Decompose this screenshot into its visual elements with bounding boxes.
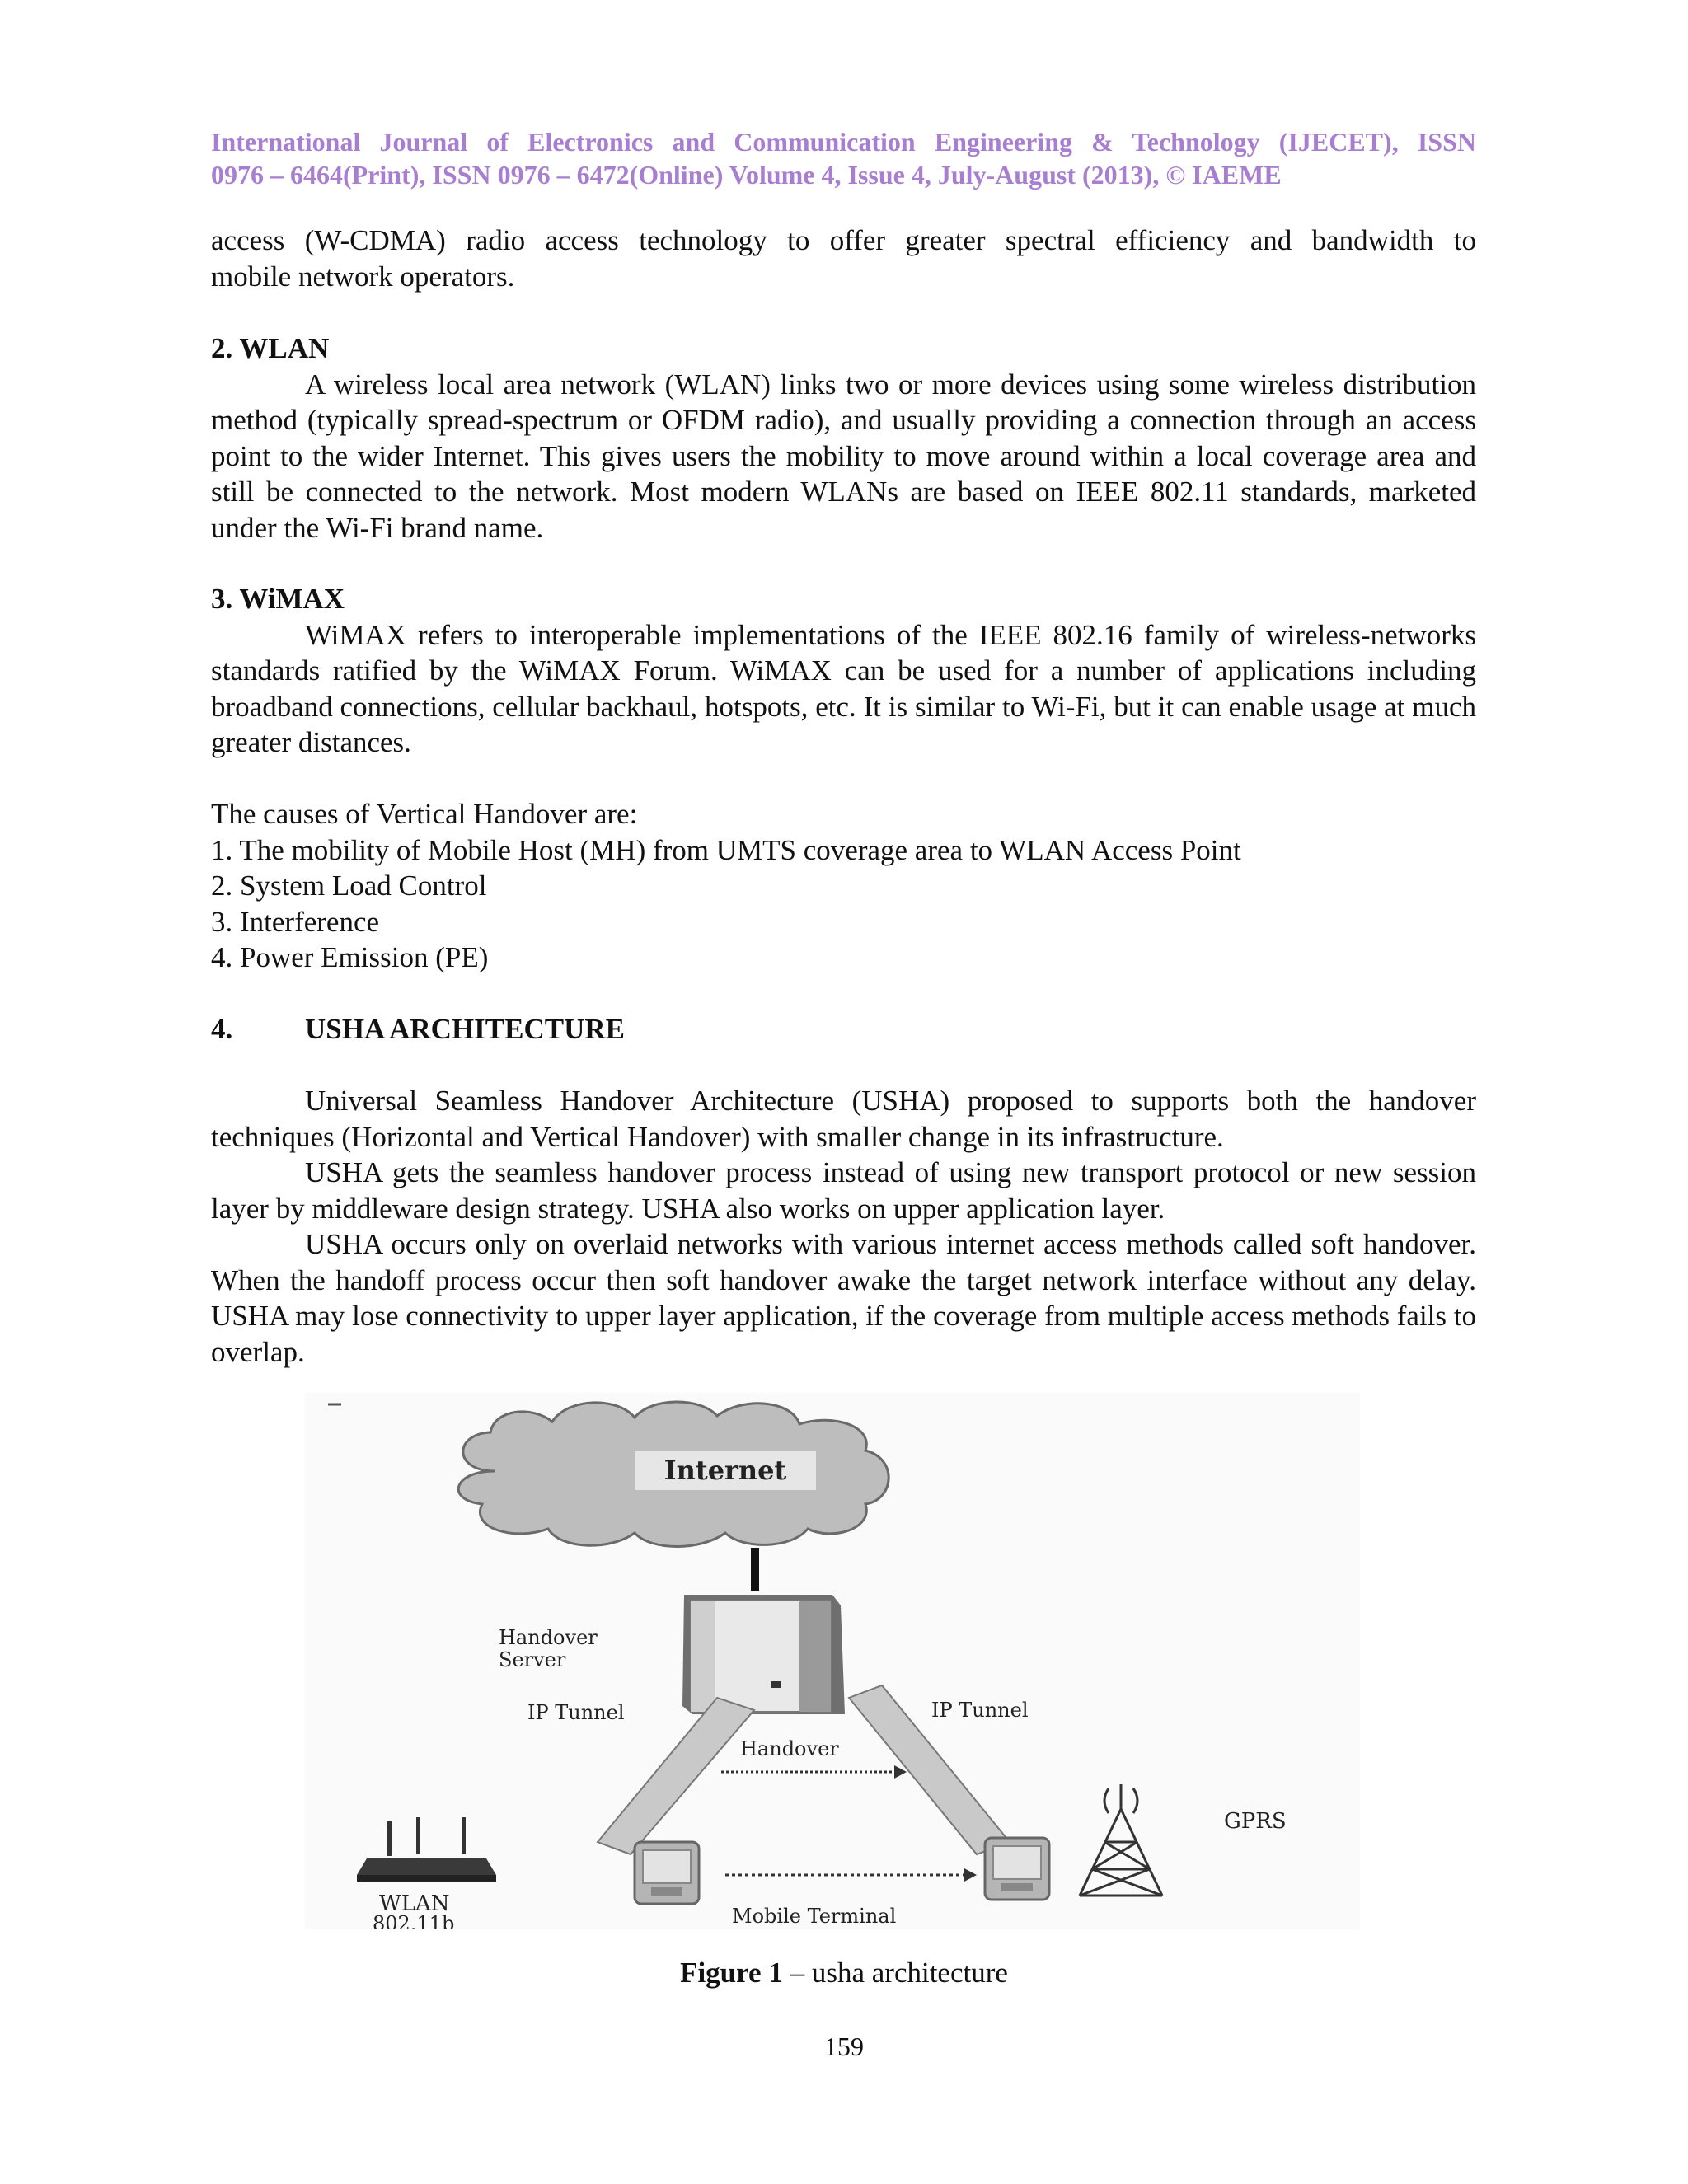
causes-intro: The causes of Vertical Handover are: xyxy=(211,798,638,830)
section-wlan xyxy=(211,330,1476,546)
figure-caption-number: Figure 1 xyxy=(680,1957,783,1989)
mobile-terminal-label: Mobile Terminal xyxy=(732,1905,897,1928)
cause-item-4: 4. Power Emission (PE) xyxy=(211,941,489,973)
gprs-label: GPRS xyxy=(1224,1809,1287,1834)
figure-caption xyxy=(0,1955,1688,1991)
section-usha xyxy=(211,1011,1476,1047)
wlan-router-icon xyxy=(357,1817,496,1882)
mobile-terminal-right-icon xyxy=(985,1838,1049,1900)
intro-text xyxy=(211,223,1476,294)
gprs-tower-icon xyxy=(1080,1784,1162,1896)
wlan-label-line-1: WLAN xyxy=(379,1891,450,1916)
ip-tunnel-right-label: IP Tunnel xyxy=(931,1699,1029,1722)
intro-line-2: mobile network operators. xyxy=(211,260,515,293)
usha-paragraph-1: Universal Seamless Handover Architecture (USHA) proposed to supports both the handover techniques (Horizontal and Vertical Handover) with smaller change in its infrastructure. xyxy=(211,1085,1476,1153)
internet-label: Internet xyxy=(663,1455,787,1486)
mobile-terminal-left-icon xyxy=(635,1842,699,1904)
wimax-paragraph: WiMAX refers to interoperable implementations of the IEEE 802.16 family of wireless-networks standards ratified by the WiMAX Forum. WiMAX can be used for a number of applications including broadband connections, cellular backhaul, hotspots, etc. It is similar to Wi-Fi, but it can enable usage at much greater distances. xyxy=(211,618,1476,758)
page-number: 159 xyxy=(824,2032,864,2061)
header-line-1: International Journal of Electronics and Communication Engineering & Technology (IJECET), ISSN xyxy=(211,127,1476,157)
architecture-diagram xyxy=(305,1393,1360,1929)
handover-label: Handover xyxy=(740,1737,839,1760)
causes-list xyxy=(211,796,1476,976)
usha-paragraph-2: USHA gets the seamless handover process instead of using new transport protocol or new session layer by middleware design strategy. USHA also works on upper application layer. xyxy=(211,1156,1476,1225)
usha-body xyxy=(211,1083,1476,1370)
usha-architecture-figure xyxy=(305,1393,1360,1929)
section-heading-wlan: 2. WLAN xyxy=(211,332,330,364)
ip-tunnel-left-label: IP Tunnel xyxy=(528,1701,625,1724)
usha-paragraph-3: USHA occurs only on overlaid networks with various internet access methods called soft handover. When the handoff process occur then soft handover awake the target network interface without any delay. USHA may lose connectivity to upper layer application, if the coverage from multiple access methods fails to overlap. xyxy=(211,1228,1476,1368)
wlan-label-line-2: 802.11b xyxy=(373,1912,455,1929)
wlan-paragraph: A wireless local area network (WLAN) links two or more devices using some wireless distribution method (typically spread-spectrum or OFDM radio), and usually providing a connection through an access point to the wider Internet. This gives users the mobility to move around within a local coverage area and still be connected to the network. Most modern WLANs are based on IEEE 802.11 standards, marketed under the Wi-Fi brand name. xyxy=(211,368,1476,544)
server-label-line-1: Handover xyxy=(499,1626,598,1649)
cause-item-1: 1. The mobility of Mobile Host (MH) from UMTS coverage area to WLAN Access Point xyxy=(211,833,1241,866)
section-heading-usha xyxy=(211,1011,1476,1047)
cause-item-2: 2. System Load Control xyxy=(211,869,487,902)
server-icon xyxy=(682,1595,845,1714)
section-number: 4. xyxy=(211,1013,233,1045)
journal-header xyxy=(211,125,1476,191)
section-heading-wimax: 3. WiMAX xyxy=(211,583,345,615)
cause-item-3: 3. Interference xyxy=(211,905,380,938)
section-title: USHA ARCHITECTURE xyxy=(305,1013,626,1045)
intro-line-1: access (W-CDMA) radio access technology to offer greater spectral efficiency and bandwidth to xyxy=(211,224,1476,256)
server-label-line-2: Server xyxy=(499,1648,566,1671)
section-wimax xyxy=(211,581,1476,761)
header-line-2: 0976 – 6464(Print), ISSN 0976 – 6472(Online) Volume 4, Issue 4, July-August (2013), © IAEME xyxy=(211,160,1282,190)
figure-caption-text: – usha architecture xyxy=(782,1957,1008,1989)
